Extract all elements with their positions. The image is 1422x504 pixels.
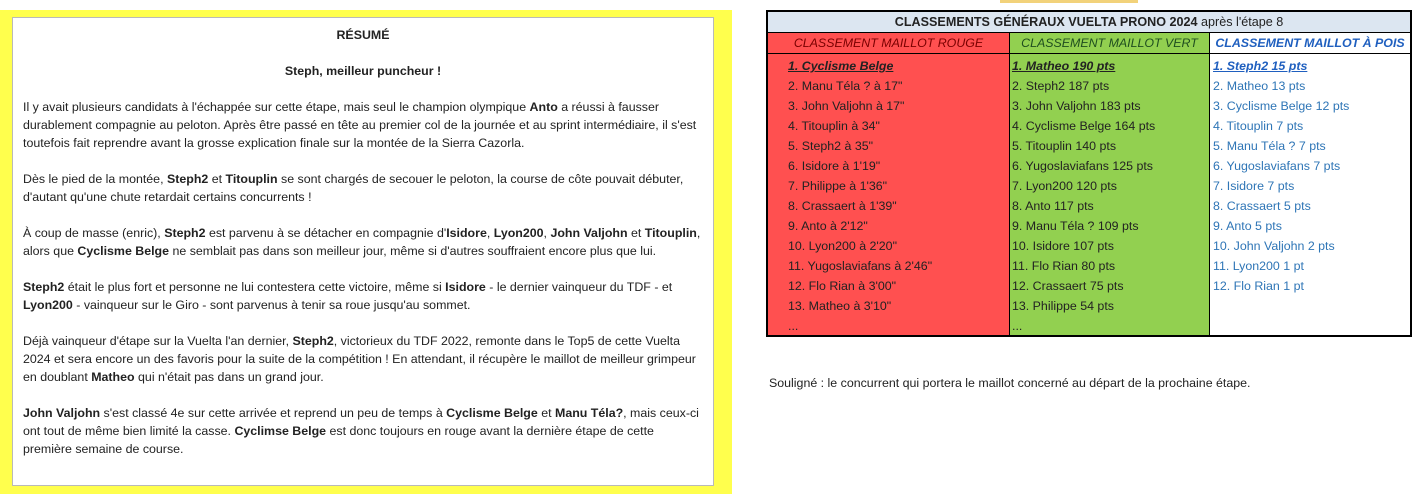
paragraph-text: et	[627, 226, 645, 240]
legend-note: Souligné : le concurrent qui portera le maillot concerné au départ de la prochaine étape.	[769, 376, 1251, 390]
sheet-top-strip	[0, 0, 1422, 4]
ranking-row: 8. Crassaert à 1'39"	[788, 199, 897, 213]
standings-title-stage: après l'étape 8	[1197, 15, 1284, 29]
ranking-row: 5. Titouplin 140 pts	[1012, 139, 1117, 153]
column-maillot-pois	[1210, 33, 1410, 335]
rider-name: Steph2	[23, 280, 65, 294]
ranking-row: 11. Lyon200 1 pt	[1213, 259, 1304, 273]
paragraph-text: ne semblait pas dans son meilleur jour, même si d'autres souffraient encore plus que lui.	[169, 244, 657, 258]
ranking-row: 10. John Valjohn 2 pts	[1213, 239, 1335, 253]
selected-cell-highlight	[1000, 0, 1138, 3]
paragraph-text: qui n'était pas dans un grand jour.	[134, 370, 324, 384]
rider-name: Steph2	[292, 334, 334, 348]
standings-table	[766, 10, 1412, 337]
ranking-row: 2. Matheo 13 pts	[1213, 79, 1306, 93]
ranking-row: 12. Flo Rian à 3'00"	[788, 279, 897, 293]
ranking-row: 12. Flo Rian 1 pt	[1213, 279, 1304, 293]
rider-name: John Valjohn	[550, 226, 628, 240]
ranking-row: 9. Anto 5 pts	[1213, 219, 1282, 233]
column-maillot-vert	[1010, 33, 1210, 335]
paragraph-text: ,	[486, 226, 494, 240]
ranking-row: 11. Flo Rian 80 pts	[1012, 259, 1116, 273]
summary-paragraph	[23, 278, 703, 314]
paragraph-text: se sont chargés de secouer le peloton, la course de côte pouvait débuter, d'autant qu'une chute retardait certains concurrents !	[23, 172, 684, 204]
column-header-vert: CLASSEMENT MAILLOT VERT	[1010, 33, 1209, 54]
ranking-row: ...	[1012, 319, 1023, 333]
rider-name: Cyclisme Belge	[446, 406, 538, 420]
rider-name: Anto	[529, 100, 558, 114]
ranking-list	[1010, 54, 1209, 335]
paragraph-text: et	[208, 172, 226, 186]
paragraph-text: est donc toujours en rouge avant la dernière étape de cette première semaine de course.	[23, 424, 654, 456]
paragraph-text: , mais ceux-ci ont tout de même bien limité la casse.	[23, 406, 699, 438]
ranking-row: 9. Manu Téla ? 109 pts	[1012, 219, 1139, 233]
summary-body	[23, 98, 703, 458]
paragraph-text: - vainqueur sur le Giro - sont parvenus à tenir sa roue jusqu'au sommet.	[72, 298, 471, 312]
column-header-rouge: CLASSEMENT MAILLOT ROUGE	[768, 33, 1009, 54]
rider-name: Isidore	[446, 226, 487, 240]
ranking-row: 4. Titouplin 7 pts	[1213, 119, 1304, 133]
rider-name: Isidore	[445, 280, 486, 294]
summary-paragraph	[23, 404, 703, 458]
paragraph-text: était le plus fort et personne ne lui contestera cette victoire, même si	[64, 280, 446, 294]
column-header-pois: CLASSEMENT MAILLOT À POIS	[1210, 33, 1410, 54]
paragraph-text: Dès le pied de la montée,	[23, 172, 167, 186]
summary-paragraph	[23, 224, 703, 260]
summary-textbox[interactable]	[12, 17, 714, 486]
paragraph-text: ,	[543, 226, 551, 240]
ranking-leader: 1. Matheo 190 pts	[1012, 59, 1116, 73]
summary-paragraph	[23, 98, 703, 152]
rider-name: John Valjohn	[23, 406, 101, 420]
ranking-row: 2. Manu Téla ? à 17"	[788, 79, 903, 93]
ranking-row: 3. Cyclisme Belge 12 pts	[1213, 99, 1350, 113]
ranking-row: 8. Crassaert 5 pts	[1213, 199, 1311, 213]
paragraph-text: - le dernier vainqueur du TDF - et	[485, 280, 673, 294]
ranking-row: 4. Titouplin à 34"	[788, 119, 880, 133]
ranking-row: 12. Crassaert 75 pts	[1012, 279, 1124, 293]
summary-paragraph	[23, 332, 703, 386]
ranking-row: 7. Lyon200 120 pts	[1012, 179, 1117, 193]
rider-name: Manu Téla?	[555, 406, 624, 420]
ranking-row: 2. Steph2 187 pts	[1012, 79, 1110, 93]
rider-name: Lyon200	[23, 298, 73, 312]
ranking-leader: 1. Steph2 15 pts	[1213, 59, 1308, 73]
ranking-row: 6. Isidore à 1'19"	[788, 159, 881, 173]
summary-panel	[0, 10, 732, 494]
paragraph-text: À coup de masse (enric),	[23, 226, 165, 240]
paragraph-text: Il y avait plusieurs candidats à l'échappée sur cette étape, mais seul le champion olympique	[23, 100, 530, 114]
ranking-row: 3. John Valjohn à 17"	[788, 99, 905, 113]
ranking-row: 5. Steph2 à 35"	[788, 139, 874, 153]
paragraph-text: a réussi à fausser durablement compagnie au peloton. Après être passé en tête au premier col de la journée et au sprint intermédiaire, il s'est toutefois fait reprendre avant la grosse explication finale sur la montée de la Sierra Cazorla.	[23, 100, 697, 150]
rider-name: Cyclimse Belge	[234, 424, 327, 438]
paragraph-text: et	[537, 406, 555, 420]
rider-name: Titouplin	[644, 226, 697, 240]
standings-columns	[768, 33, 1410, 335]
ranking-row: 3. John Valjohn 183 pts	[1012, 99, 1141, 113]
ranking-row: 6. Yugoslaviafans 125 pts	[1012, 159, 1153, 173]
rider-name: Steph2	[164, 226, 206, 240]
summary-paragraph	[23, 170, 703, 206]
ranking-row: 13. Matheo à 3'10"	[788, 299, 892, 313]
ranking-row: 4. Cyclisme Belge 164 pts	[1012, 119, 1156, 133]
ranking-row: 9. Anto à 2'12"	[788, 219, 868, 233]
paragraph-text: est parvenu à se détacher en compagnie d'	[205, 226, 447, 240]
standings-title	[768, 12, 1410, 33]
paragraph-text: , alors que	[23, 226, 701, 258]
ranking-row: ...	[788, 319, 799, 333]
ranking-row: 7. Isidore 7 pts	[1213, 179, 1295, 193]
rider-name: Matheo	[91, 370, 135, 384]
rider-name: Steph2	[166, 172, 209, 186]
ranking-row: 13. Philippe 54 pts	[1012, 299, 1114, 313]
column-maillot-rouge	[768, 33, 1010, 335]
paragraph-text: , victorieux du TDF 2022, remonte dans le Top5 de cette Vuelta 2024 et sera encore un des favoris pour la suite de la compétition ! En attendant, il récupère le maillot de meilleur grimpeur en doublant	[23, 334, 696, 384]
rider-name: Titouplin	[225, 172, 278, 186]
summary-title: RÉSUMÉ	[336, 28, 390, 42]
paragraph-text: s'est classé 4e sur cette arrivée et reprend un peu de temps à	[100, 406, 447, 420]
ranking-row: 6. Yugoslaviafans 7 pts	[1213, 159, 1341, 173]
summary-subtitle: Steph, meilleur puncheur !	[284, 64, 442, 78]
ranking-list	[768, 54, 1009, 335]
rider-name: Cyclisme Belge	[77, 244, 170, 258]
ranking-row: 7. Philippe à 1'36"	[788, 179, 888, 193]
ranking-row: 10. Lyon200 à 2'20"	[788, 239, 897, 253]
paragraph-text: Déjà vainqueur d'étape sur la Vuelta l'an dernier,	[23, 334, 293, 348]
ranking-row: 5. Manu Téla ? 7 pts	[1213, 139, 1326, 153]
ranking-list	[1210, 54, 1410, 335]
ranking-row: 8. Anto 117 pts	[1012, 199, 1094, 213]
ranking-leader: 1. Cyclisme Belge	[788, 59, 894, 73]
ranking-row: 10. Isidore 107 pts	[1012, 239, 1114, 253]
ranking-row: 11. Yugoslaviafans à 2'46"	[788, 259, 933, 273]
rider-name: Lyon200	[493, 226, 544, 240]
standings-title-main: CLASSEMENTS GÉNÉRAUX VUELTA PRONO 2024	[894, 15, 1198, 29]
